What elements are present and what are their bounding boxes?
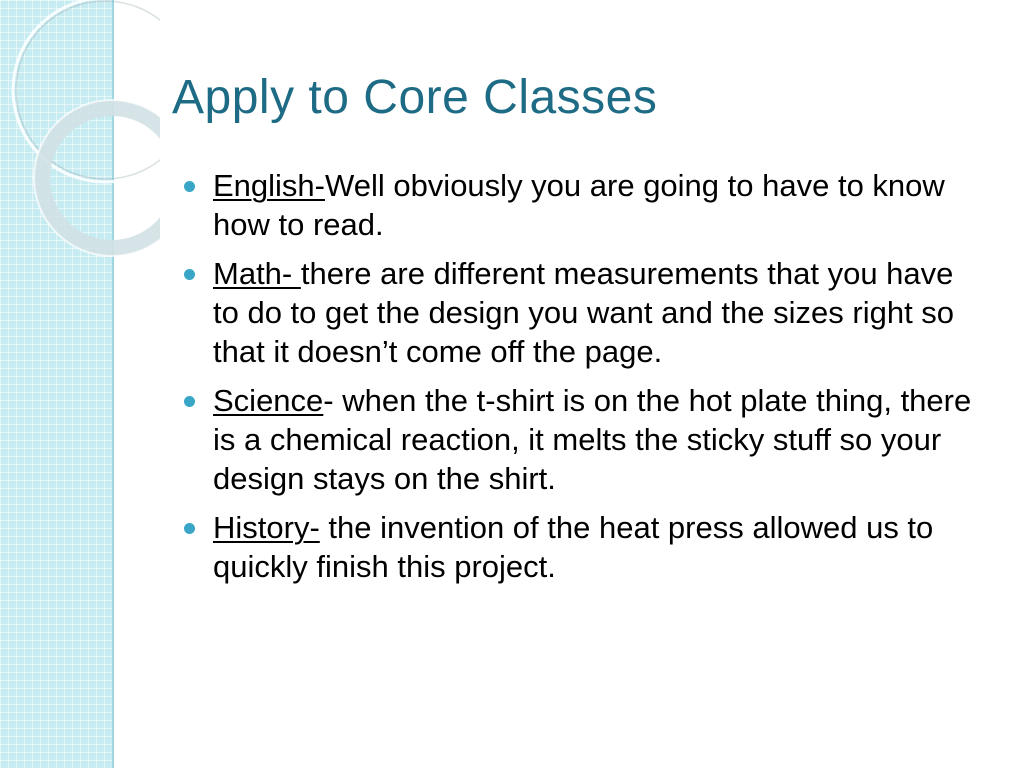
list-item (184, 254, 984, 371)
list-item (184, 508, 984, 586)
bullet-text: - when the t-shirt is on the hot plate thing, there is a chemical reaction, it melts the sticky stuff so your design stays on the shirt. (213, 383, 972, 496)
slide-title: Apply to Core Classes (172, 71, 658, 124)
subject-label: History- (213, 510, 320, 545)
bullet-icon (184, 269, 195, 280)
subject-label: English- (213, 168, 325, 203)
bullet-text: the invention of the heat press allowed us to quickly finish this project. (213, 510, 934, 584)
subject-label: Math- (213, 256, 301, 291)
bullet-list (184, 166, 984, 596)
decorative-rings (0, 0, 160, 260)
bullet-text: Well obviously you are going to have to know how to read. (213, 168, 945, 242)
bullet-icon (184, 181, 195, 192)
list-item (184, 166, 984, 244)
list-item (184, 381, 984, 498)
bullet-text: there are different measurements that you have to do to get the design you want and the sizes right so that it doesn’t come off the page. (213, 256, 955, 369)
subject-label: Science (213, 383, 324, 418)
bullet-icon (184, 523, 195, 534)
bullet-icon (184, 396, 195, 407)
